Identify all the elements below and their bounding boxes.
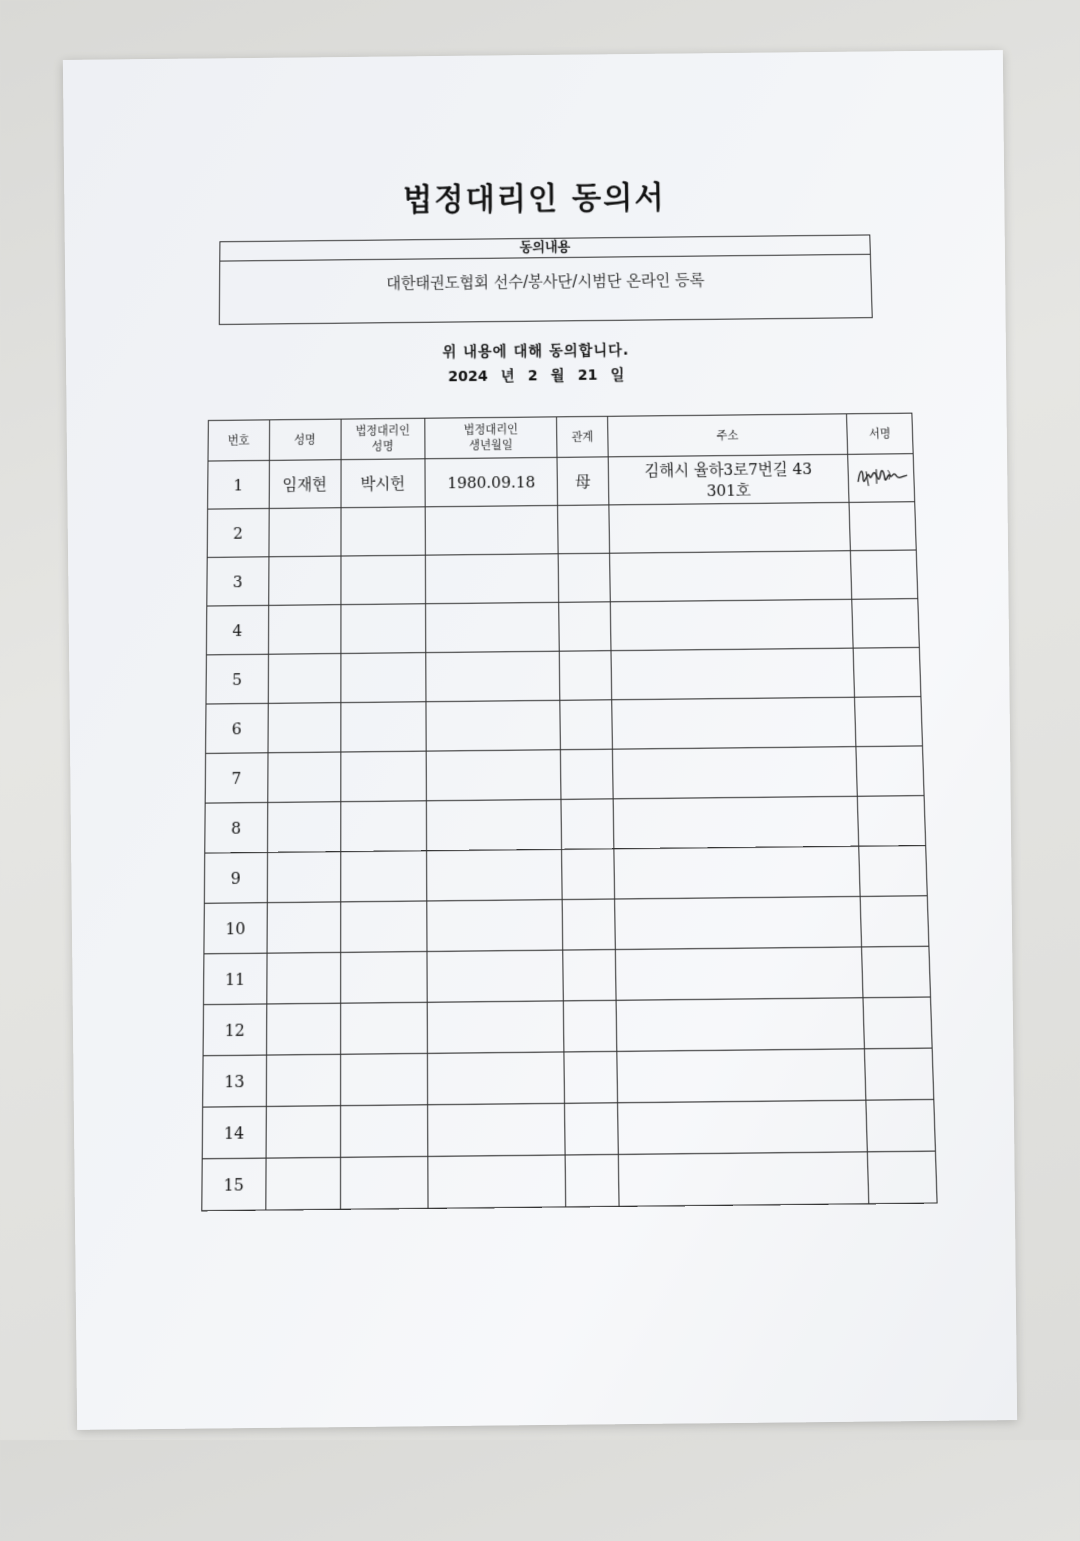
cell-signature [853,647,921,697]
cell-signature [858,796,926,847]
table-row [202,1099,935,1158]
date-year-unit: 년 [500,368,515,385]
cell-guardian-birth [426,700,561,751]
cell-address [613,796,859,849]
cell-name [266,952,340,1004]
cell-address [611,648,855,700]
cell-guardian-birth [425,602,559,652]
cell-relation [563,950,616,1001]
header-guardian-name-line1: 법정대리인 [355,424,410,439]
cell-guardian-name [341,507,426,556]
cell-name [267,902,341,953]
table-row [204,846,927,904]
date-day: 21 [577,367,598,385]
cell-guardian-birth [427,1052,565,1105]
table-row [208,454,915,509]
header-guardian-birth [425,417,558,459]
table-row [206,697,923,754]
consent-body: 대한태권도협회 선수/봉사단/시범단 온라인 등록 [386,270,705,293]
cell-address [618,1152,869,1207]
cell-signature [852,599,919,649]
table-row [203,1048,934,1107]
document-page [38,50,1059,1540]
cell-name [268,556,340,605]
header-guardian-name-line2: 성명 [371,439,394,454]
address-line2: 301호 [706,480,751,500]
cell-address [614,846,861,899]
cell-guardian-birth [427,900,564,952]
cell-guardian-birth [427,1103,565,1156]
cell-no: 12 [203,1004,266,1056]
cell-signature [866,1099,935,1151]
agree-statement: 위 내용에 대해 동의합니다. [442,342,630,361]
cell-no: 15 [202,1158,266,1211]
cell-no: 14 [202,1106,266,1158]
cell-relation [564,1051,617,1103]
consent-header: 동의내용 [220,235,870,261]
cell-name: 임재현 [269,460,341,509]
header-guardian-birth-line1: 법정대리인 [463,422,519,438]
cell-guardian-name [340,751,426,802]
table-row [204,896,929,954]
table-row [206,599,919,655]
cell-guardian-name [340,604,425,654]
cell-signature [856,746,924,796]
table-row [207,502,916,558]
header-signature: 서명 [847,413,913,454]
cell-guardian-birth [428,1155,566,1208]
cell-signature [859,846,927,897]
cell-address [616,998,865,1052]
table-row [207,550,918,606]
cell-guardian-name [340,901,427,952]
cell-signature [860,896,929,947]
cell-no: 3 [207,557,269,606]
cell-signature [868,1151,938,1204]
cell-no: 8 [205,802,268,853]
cell-no: 11 [203,953,266,1004]
date-day-unit: 일 [610,367,625,384]
cell-relation [563,899,616,950]
cell-guardian-name [340,1105,428,1158]
cell-guardian-birth [426,651,561,702]
date-year: 2024 [447,368,488,386]
cell-guardian-name [340,555,425,604]
cell-guardian-name [340,951,427,1003]
cell-no: 7 [205,753,267,803]
cell-signature [855,697,923,747]
cell-guardian-birth: 1980.09.18 [425,457,558,506]
cell-address [609,551,852,602]
cell-address [609,502,851,553]
cell-guardian-name [340,851,426,902]
cell-no: 9 [204,852,267,903]
header-relation: 관계 [557,416,608,457]
cell-name [266,1106,340,1158]
cell-name [268,653,341,703]
cell-no: 13 [203,1055,267,1107]
consent-box [219,234,873,325]
cell-relation [560,651,612,701]
table-row [206,647,921,704]
cell-address [615,947,863,1000]
cell-guardian-birth [427,950,564,1002]
cell-no: 1 [208,460,269,509]
cell-relation [559,553,610,602]
cell-signature [863,997,932,1049]
cell-guardian-name [340,1156,428,1209]
date-month: 2 [527,367,538,385]
table-row [202,1151,937,1211]
cell-no: 2 [207,508,269,557]
table-row [205,796,926,853]
cell-address [617,1049,867,1103]
cell-address [617,1100,867,1154]
cell-name [269,508,341,557]
cell-name [265,1157,340,1210]
cell-guardian-name [340,653,425,703]
cell-name [266,1054,340,1106]
cell-guardian-name [340,1053,427,1105]
cell-guardian-birth [426,849,562,901]
header-address: 주소 [607,414,848,457]
table-row [205,746,924,803]
cell-guardian-name: 박시헌 [341,459,425,508]
cell-relation [559,602,611,651]
cell-guardian-birth [426,750,561,801]
cell-relation [561,799,613,849]
table-row [203,946,930,1004]
cell-signature [848,454,915,503]
cell-signature [849,502,916,551]
cell-guardian-name [340,801,426,852]
date-month-unit: 월 [550,367,565,385]
cell-no: 4 [206,605,268,655]
address-line1: 김해시 율하3로7번길 43 [644,458,813,480]
cell-relation [561,749,613,799]
cell-address [608,454,849,505]
handwritten-signature-icon [853,460,909,492]
cell-signature [865,1048,934,1100]
cell-guardian-birth [427,1001,564,1054]
cell-no: 5 [206,654,268,704]
table-row [203,997,932,1056]
cell-guardian-birth [425,554,559,604]
cell-name [268,605,340,655]
cell-guardian-birth [426,799,562,850]
cell-name [267,802,340,853]
cell-name [266,1003,340,1055]
guardian-table [201,413,937,1212]
cell-name [268,703,341,753]
document-title: 법정대리인 동의서 [403,179,666,219]
cell-signature [851,550,918,599]
cell-relation [565,1103,618,1155]
cell-name [267,752,340,802]
header-no: 번호 [208,420,269,461]
paper-sheet [63,50,1017,1430]
cell-relation [560,700,612,750]
header-name: 성명 [269,419,341,460]
cell-guardian-name [340,702,426,752]
cell-signature [862,946,931,997]
cell-no: 6 [206,703,268,753]
cell-guardian-name [340,1002,427,1054]
cell-address [610,599,853,650]
date-line [57,360,1015,391]
cell-address [611,697,856,749]
cell-relation [558,505,609,554]
cell-guardian-birth [425,505,559,555]
cell-relation [562,849,614,900]
cell-relation [566,1154,619,1207]
header-guardian-birth-line2: 생년월일 [469,438,513,453]
cell-address [614,896,861,949]
cell-relation: 母 [557,457,608,506]
header-guardian-name [341,418,425,459]
cell-address [612,747,857,799]
cell-relation [564,1000,617,1052]
cell-name [267,852,340,903]
cell-no: 10 [204,903,267,954]
